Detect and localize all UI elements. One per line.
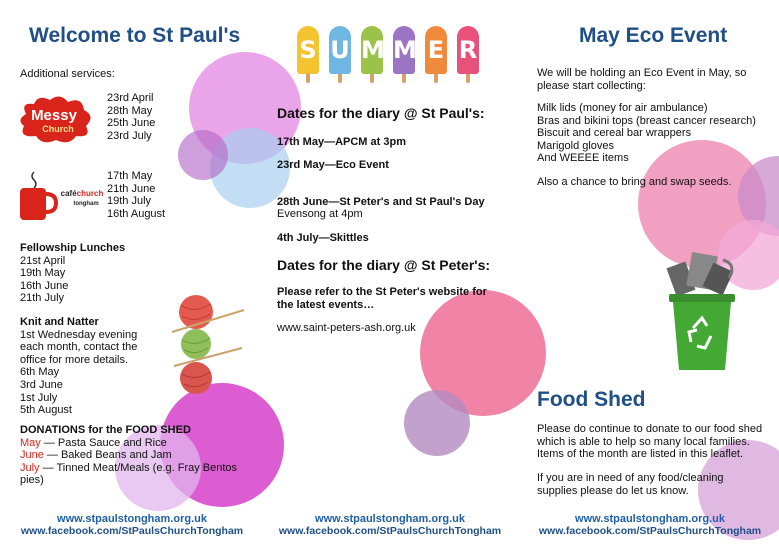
fellowship-date: 16th June [20,279,69,292]
decorative-circle [404,390,470,456]
st-peters-diary-heading: Dates for the diary @ St Peter's: [277,257,491,273]
food-shed-line: which is able to help so many local families. [537,435,750,448]
food-shed-line: Please do continue to donate to our food shed [537,423,763,435]
messy-date: 23rd July [107,129,152,142]
knit-heading: Knit and Natter [20,316,99,328]
popsicle-stick [466,74,470,83]
diary-event-sub: Evensong at 4pm [277,208,363,220]
popsicle-letter: S [297,26,319,74]
messy-date: 23rd April [107,92,154,104]
st-peters-url[interactable]: www.saint-peters-ash.org.uk [277,322,416,334]
website-link[interactable]: www.stpaulstongham.org.uk [57,513,207,525]
messy-date: 25th June [107,117,156,130]
fellowship-date: 19th May [20,267,66,280]
st-peters-text [277,286,487,311]
popsicle-letter: E [425,26,447,74]
eco-item: Marigold gloves [537,139,615,152]
seeds-text: Also a chance to bring and swap seeds. [537,176,732,188]
cafe-church-logo [16,166,106,224]
svg-text:caféchurch: caféchurch [60,189,104,198]
donation-row [20,462,237,475]
services-intro: Additional services: [20,68,115,80]
cafe-date: 19th July [107,195,152,208]
yarn-balls-image [170,292,246,396]
food-shed-title: Food Shed [537,388,646,411]
eco-item: Biscuit and cereal bar wrappers [537,127,692,140]
knit-date: 5th August [20,404,72,417]
popsicle-letter: R [457,26,479,74]
yarn-balls-icon [170,292,246,396]
eco-item: Milk lids (money for air ambulance) [537,102,708,114]
fellowship-date: 21st April [20,254,66,267]
eco-intro [537,67,746,92]
eco-event-title: May Eco Event [579,24,728,47]
fellowship-date: 21th July [20,292,65,305]
donation-month: May [20,436,41,449]
popsicle-letter: U [329,26,351,74]
st-pauls-diary-heading: Dates for the diary @ St Paul's: [277,105,485,121]
donation-month: July [20,461,40,474]
popsicle-stick [434,74,438,83]
website-link[interactable]: www.stpaulstongham.org.uk [315,513,465,525]
food-help-line: supplies please do let us know. [537,484,689,497]
diary-event: 23rd May—Eco Event [277,159,389,171]
knit-date: 1st July [20,391,58,404]
knit-text: 1st Wednesday evening [20,328,138,341]
knit-text: office for more details. [20,353,129,366]
eco-item: Bras and bikini tops (breast cancer research) [537,114,756,127]
cafe-dates [107,170,165,220]
welcome-title: Welcome to St Paul's [29,24,241,47]
website-link[interactable]: www.stpaulstongham.org.uk [575,513,725,525]
donations-section [20,424,237,487]
decorative-circle [178,130,228,180]
eco-intro-line: We will be holding an Eco Event in May, so [537,67,747,79]
middle-footer [278,513,502,537]
cafe-date: 16th August [107,207,166,220]
diary-event: 4th July—Skittles [277,232,369,244]
popsicle-stick [370,74,374,83]
knit-section [20,316,137,417]
eco-items [537,102,756,165]
donation-row [20,437,237,450]
donation-month: June [20,449,44,462]
popsicle-stick [402,74,406,83]
cafe-date: 17th May [107,170,153,182]
donation-item: — Pasta Sauce and Rice [40,436,167,449]
facebook-link[interactable]: www.facebook.com/StPaulsChurchTongham [538,525,762,537]
facebook-link[interactable]: www.facebook.com/StPaulsChurchTongham [20,525,244,537]
st-peters-line: the latest events… [277,298,375,311]
donations-heading: DONATIONS for the FOOD SHED [20,424,191,436]
eco-intro-line: please start collecting: [537,79,646,92]
recycling-bin-image [663,250,743,372]
messy-date: 28th May [107,104,153,117]
popsicle-stick [338,74,342,83]
recycling-bin-icon [663,250,743,372]
st-peters-line: Please refer to the St Peter's website for [277,286,487,298]
donation-item: — Baked Beans and Jam [43,449,172,462]
svg-text:tongham: tongham [73,201,99,207]
donation-item: — Tinned Meat/Meals (e.g. Fray Bentos [39,461,238,474]
knit-text: each month, contact the [20,341,138,354]
donation-row [20,449,237,462]
facebook-link[interactable]: www.facebook.com/StPaulsChurchTongham [278,525,502,537]
knit-date: 3rd June [20,378,63,391]
fellowship-section [20,242,125,305]
eco-item: And WEEEE items [537,152,629,165]
food-help-text [537,472,724,497]
popsicle-letter: M [361,26,383,74]
popsicle-letter: M [393,26,415,74]
svg-text:Church: Church [42,124,74,134]
right-footer [537,513,763,537]
food-shed-text [537,423,762,461]
food-shed-line: Items of the month are listed in this leaflet. [537,448,744,461]
cafe-date: 21th June [107,182,156,195]
coffee-cup-icon [16,166,106,224]
left-footer [20,513,244,537]
svg-text:Messy: Messy [31,107,77,124]
food-help-line: If you are in need of any food/cleaning [537,472,724,484]
messy-dates [107,92,155,142]
messy-church-splat-icon [16,94,94,146]
popsicle-stick [306,74,310,83]
diary-event: 17th May—APCM at 3pm [277,136,406,148]
messy-church-logo [16,94,94,146]
diary-event: 28th June—St Peter's and St Paul's Day [277,196,485,208]
fellowship-heading: Fellowship Lunches [20,242,126,254]
knit-date: 6th May [20,366,60,379]
donation-row-cont: pies) [20,474,44,487]
